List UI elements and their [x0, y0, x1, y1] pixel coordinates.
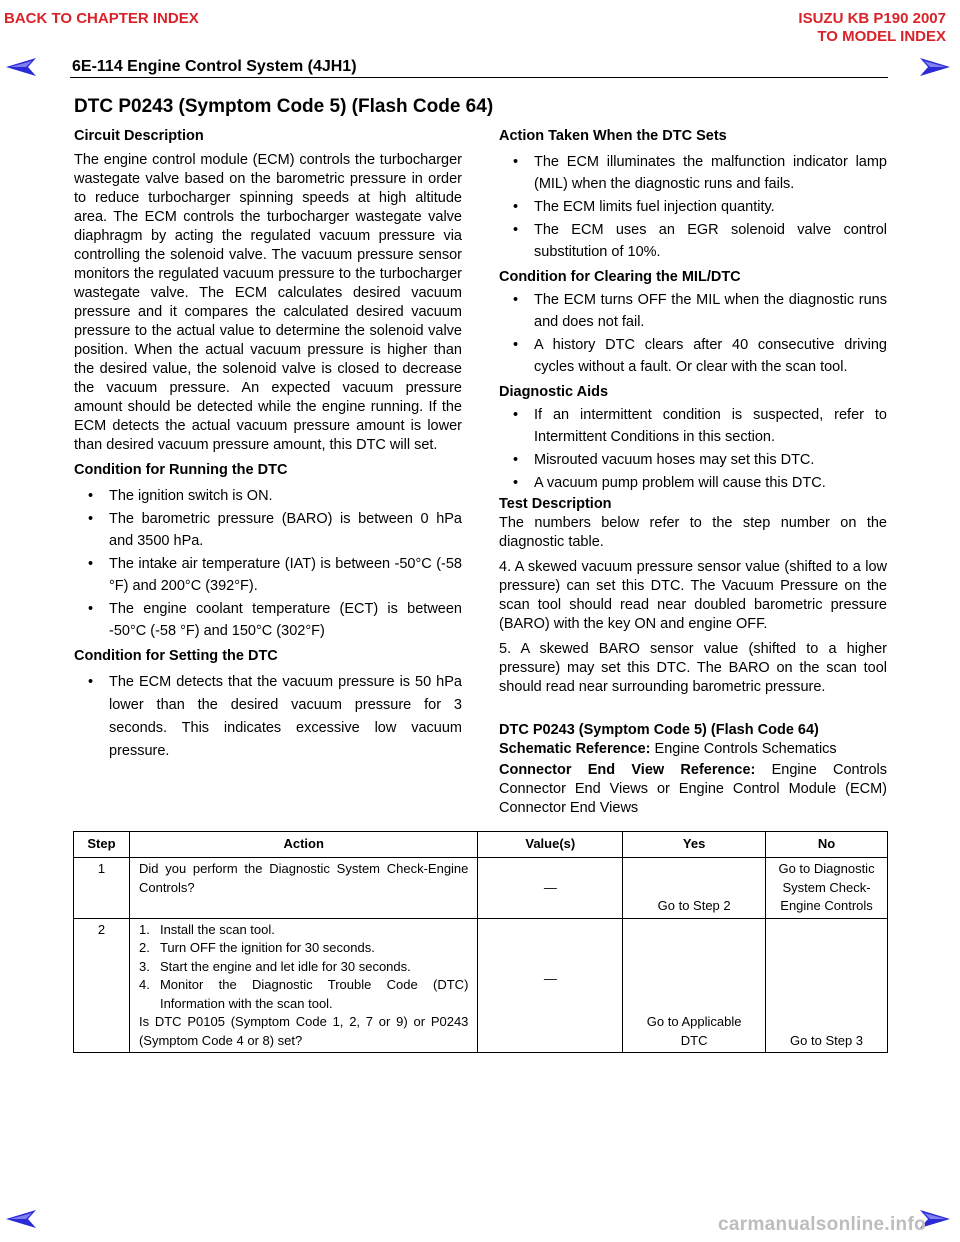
step-no-link[interactable]: Go to Diagnostic System Check-Engine Controls	[766, 858, 888, 919]
list-item	[139, 958, 468, 977]
test-description-step-4: 4. A skewed vacuum pressure sensor value (shifted to a low pressure) can set this DTC. The Vacuum Pressure on the scan tool should read near doubled barometric pressure (BARO) with the key ON and engine OFF.	[499, 559, 887, 632]
previous-page-arrow-icon[interactable]	[6, 1210, 36, 1228]
schematic-reference-label: Schematic Reference:	[499, 741, 651, 757]
list-item: • If an intermittent condition is suspected, refer to Intermittent Conditions in this section.	[499, 404, 887, 448]
step-number: 2	[74, 918, 130, 1053]
list-item: • Misrouted vacuum hoses may set this DTC.	[499, 449, 887, 471]
sub-step-list	[139, 921, 468, 1014]
test-description-heading: Test Description	[499, 496, 612, 512]
step-yes-link[interactable]: Go to Applicable DTC	[623, 918, 766, 1053]
clearing-condition-heading: Condition for Clearing the MIL/DTC	[499, 269, 741, 285]
table-header-row	[74, 832, 888, 858]
back-to-chapter-index-link[interactable]: BACK TO CHAPTER INDEX	[4, 10, 199, 27]
left-column	[74, 127, 462, 768]
diagnostic-aids-heading: Diagnostic Aids	[499, 384, 609, 400]
list-item: • The ECM turns OFF the MIL when the diagnostic runs and does not fail.	[499, 289, 887, 333]
schematic-reference-link[interactable]: Engine Controls Schematics	[650, 741, 837, 757]
sub-step-text: Install the scan tool.	[159, 921, 275, 937]
page-header: 6E-114 Engine Control System (4JH1)	[72, 58, 357, 75]
watermark: carmanualsonline.info	[718, 1214, 926, 1235]
test-description-step-5: 5. A skewed BARO sensor value (shifted to a higher pressure) may set this DTC. The BARO on the scan tool should read near surrounding barometric pressure.	[499, 641, 887, 695]
list-item: • The engine coolant temperature (ECT) is between -50°C (-58 °F) and 150°C (302°F)	[74, 598, 462, 642]
right-column	[499, 127, 887, 818]
model-title-link[interactable]: ISUZU KB P190 2007	[798, 10, 946, 27]
header-divider	[70, 77, 888, 78]
running-condition-heading: Condition for Running the DTC	[74, 462, 288, 478]
table-row	[74, 858, 888, 919]
list-item: • The ignition switch is ON.	[74, 485, 462, 507]
step-action: Did you perform the Diagnostic System Check-Engine Controls?	[129, 858, 477, 919]
column-header-action: Action	[129, 832, 477, 858]
previous-page-arrow-icon[interactable]	[6, 58, 36, 76]
sub-step-number: 2.	[138, 940, 150, 955]
list-item	[139, 976, 468, 1013]
list-item: • The intake air temperature (IAT) is between -50°C (-58 °F) and 200°C (392°F).	[74, 553, 462, 597]
circuit-description-text: The engine control module (ECM) controls the turbocharger wastegate valve based on the barometric pressure in order to reduce turbocharger spinning speeds at high altitude area. The ECM controls the turbocharger wastegate valve diaphragm by acting the regulated vacuum pressure via controlling the solenoid valve. The vacuum pressure sensor monitors the regulated vacuum pressure to the turbocharger wastegate valve. The ECM calculates desired vacuum pressure and it compares the calculated desired vacuum pressure to the actual value to determine the solenoid valve position. When the actual vacuum pressure is higher than the desired value, the solenoid valve is closed to decrease the vacuum pressure. An expected vacuum pressure amount should be detected while the engine running. If the ECM detects the actual vacuum pressure amount is lower than desired vacuum pressure amount, this DTC will set.	[74, 152, 462, 453]
sub-step-text: Monitor the Diagnostic Trouble Code (DTC) Information with the scan tool.	[159, 977, 469, 1011]
clearing-condition-list	[499, 289, 887, 378]
step-yes-link[interactable]: Go to Step 2	[623, 858, 766, 919]
list-item	[139, 921, 468, 940]
step-question: Is DTC P0105 (Symptom Code 1, 2, 7 or 9) or P0243 (Symptom Code 4 or 8) set?	[138, 1014, 469, 1048]
sub-step-text: Start the engine and let idle for 30 seconds.	[159, 958, 411, 974]
step-values: —	[478, 918, 623, 1053]
list-item: • The ECM limits fuel injection quantity.	[499, 196, 887, 218]
sub-step-number: 3.	[138, 958, 150, 974]
action-taken-heading: Action Taken When the DTC Sets	[499, 128, 727, 144]
column-header-values: Value(s)	[478, 832, 623, 858]
sub-step-number: 1.	[138, 921, 150, 937]
column-header-yes: Yes	[623, 832, 766, 858]
setting-condition-list	[74, 671, 462, 763]
list-item: • The barometric pressure (BARO) is between 0 hPa and 3500 hPa.	[74, 508, 462, 552]
reference-title: DTC P0243 (Symptom Code 5) (Flash Code 64)	[499, 722, 819, 738]
diagnostic-aids-list	[499, 404, 887, 494]
step-action	[129, 918, 477, 1053]
table-row	[74, 918, 888, 1053]
setting-condition-heading: Condition for Setting the DTC	[74, 648, 278, 664]
schematic-reference	[499, 740, 887, 759]
connector-reference-label: Connector End View Reference:	[499, 762, 756, 778]
list-item	[139, 939, 468, 958]
to-model-index-link[interactable]: TO MODEL INDEX	[817, 28, 946, 45]
circuit-description-heading: Circuit Description	[74, 128, 204, 144]
list-item: • A history DTC clears after 40 consecutive driving cycles without a fault. Or clear with the scan tool.	[499, 334, 887, 378]
step-values: —	[478, 858, 623, 919]
connector-reference-link[interactable]: Engine Controls Connector End Views or Engine Control Module (ECM) Connector End Views	[499, 762, 887, 816]
diagnostic-table	[73, 831, 888, 1053]
connector-end-view-reference	[499, 761, 887, 818]
list-item: • The ECM detects that the vacuum pressure is 50 hPa lower than the desired vacuum pressure for 3 seconds. This indicates excessive low vacuum pressure.	[74, 671, 462, 763]
next-page-arrow-icon[interactable]	[920, 58, 950, 76]
column-header-step: Step	[74, 832, 130, 858]
sub-step-text: Turn OFF the ignition for 30 seconds.	[159, 940, 375, 955]
step-no-link[interactable]: Go to Step 3	[766, 918, 888, 1053]
running-condition-list	[74, 485, 462, 642]
list-item: • The ECM illuminates the malfunction indicator lamp (MIL) when the diagnostic runs and fails.	[499, 151, 887, 195]
page-title: DTC P0243 (Symptom Code 5) (Flash Code 64)	[74, 96, 494, 117]
step-number: 1	[74, 858, 130, 919]
test-description-intro: The numbers below refer to the step number on the diagnostic table.	[499, 515, 887, 550]
list-item: • The ECM uses an EGR solenoid valve control substitution of 10%.	[499, 219, 887, 263]
sub-step-number: 4.	[138, 977, 150, 992]
column-header-no: No	[766, 832, 888, 858]
action-taken-list	[499, 151, 887, 263]
list-item: • A vacuum pump problem will cause this DTC.	[499, 472, 887, 494]
